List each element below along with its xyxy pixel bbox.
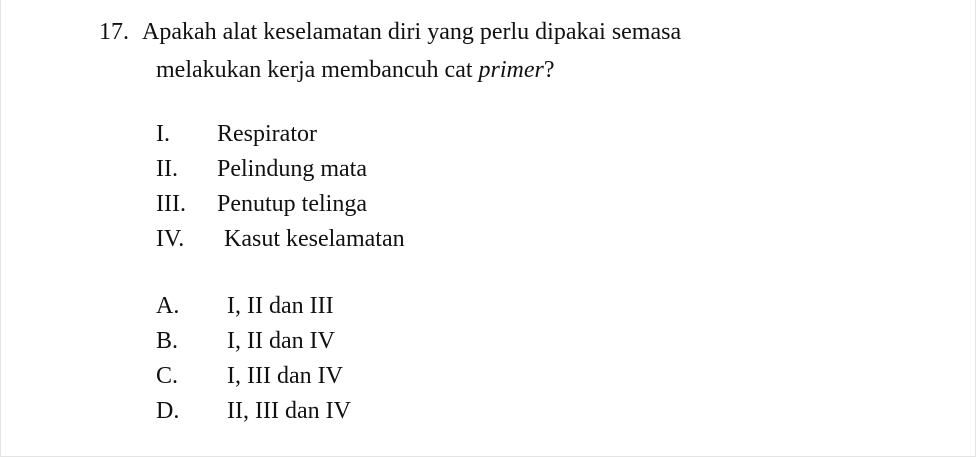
statement-text: Kasut keselamatan [224, 226, 405, 252]
question-text-line-2 [156, 56, 555, 84]
statement-numeral: III. [156, 191, 186, 217]
option-text: I, II dan IV [227, 328, 335, 354]
question-italic-term: primer [478, 57, 544, 83]
option-letter: A. [156, 293, 180, 319]
question-mark: ? [543, 57, 555, 83]
question-number: 17. [99, 19, 129, 45]
question-text-line-2-prefix: melakukan kerja membancuh cat [156, 57, 479, 83]
statement-numeral: II. [156, 156, 178, 182]
option-letter: D. [156, 398, 180, 424]
option-letter: B. [156, 328, 179, 354]
statement-text: Pelindung mata [217, 156, 367, 182]
statement-text: Respirator [217, 121, 317, 147]
statement-text: Penutup telinga [217, 191, 367, 217]
statement-numeral: I. [156, 121, 170, 147]
statement-numeral: IV. [156, 226, 185, 252]
option-text: I, III dan IV [227, 363, 343, 389]
option-letter: C. [156, 363, 179, 389]
option-text: I, II dan III [227, 293, 334, 319]
question-text-line-1: Apakah alat keselamatan diri yang perlu dipakai semasa [142, 19, 682, 45]
option-text: II, III dan IV [227, 398, 351, 424]
